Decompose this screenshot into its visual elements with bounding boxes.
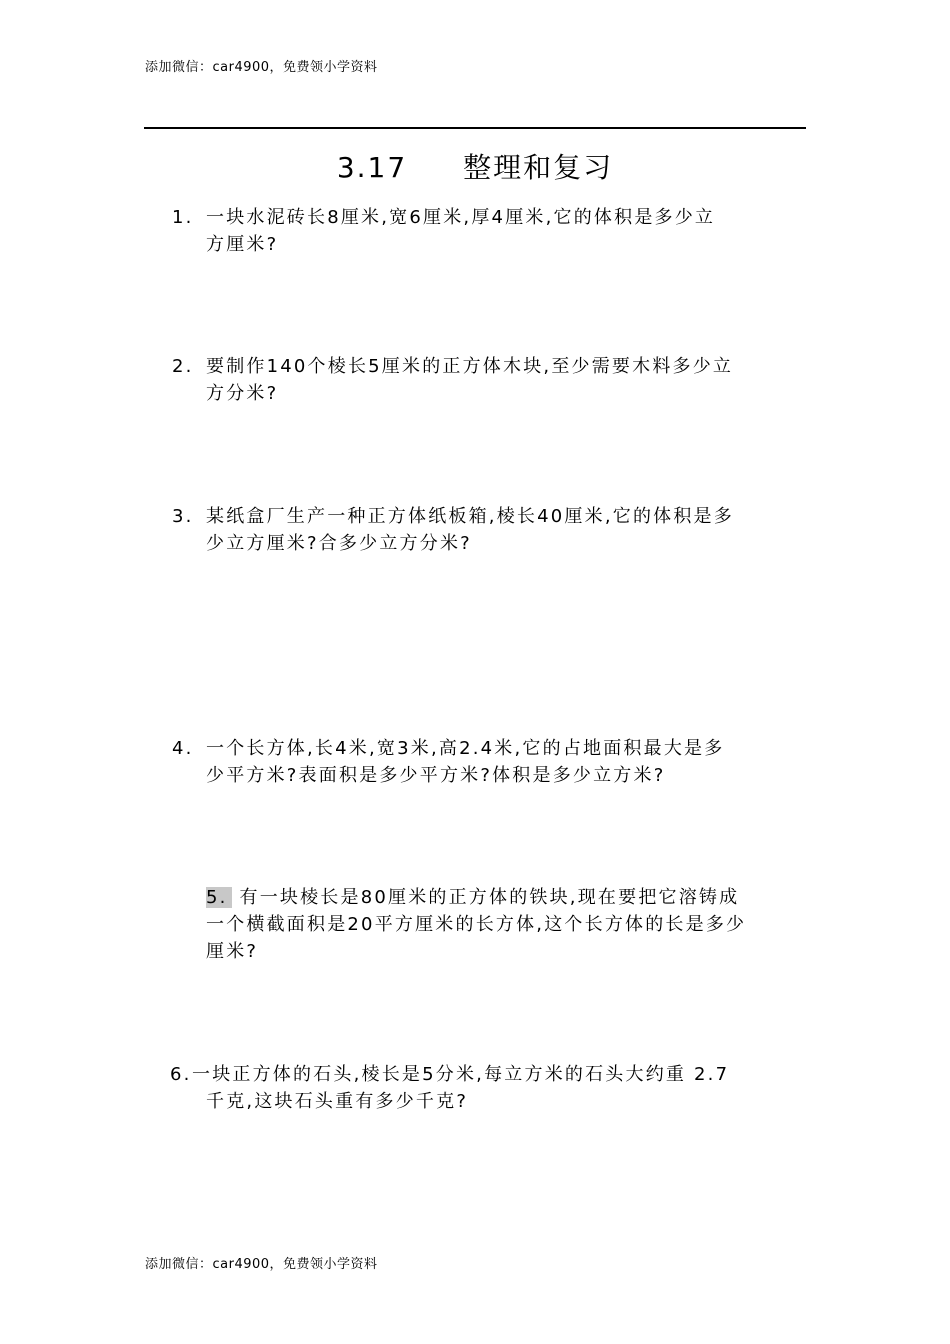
question-2 (172, 353, 812, 407)
question-text-line1: 某纸盒厂生产一种正方体纸板箱,棱长40厘米,它的体积是多 (206, 506, 734, 527)
question-number-highlight: 5. (206, 887, 232, 908)
question-6 (170, 1061, 810, 1115)
question-text-line2: 方厘米? (206, 234, 279, 255)
question-number: 6. (170, 1064, 192, 1085)
question-number: 3. (172, 506, 194, 527)
question-text-line2: 少平方米?表面积是多少平方米?体积是多少立方米? (206, 765, 666, 786)
question-text-line2: 少立方厘米?合多少立方分米? (206, 533, 472, 554)
question-text-line3: 厘米? (206, 941, 259, 962)
question-1 (172, 204, 812, 258)
question-text-line1: 一块正方体的石头,棱长是5分米,每立方米的石头大约重 2.7 (192, 1064, 730, 1085)
title-number: 3.17 (336, 151, 408, 184)
question-3 (172, 503, 812, 557)
question-number: 1. (172, 207, 194, 228)
header-divider (144, 127, 806, 129)
question-text-line1: 要制作140个棱长5厘米的正方体木块,至少需要木料多少立 (206, 356, 734, 377)
question-number: 2. (172, 356, 194, 377)
title-text: 整理和复习 (463, 151, 614, 184)
page-title (0, 146, 950, 186)
question-text-line1: 有一块棱长是80厘米的正方体的铁块,现在要把它溶铸成 (239, 887, 740, 908)
question-text-line2: 千克,这块石头重有多少千克? (206, 1091, 469, 1112)
footer-watermark-note: 添加微信：car4900，免费领小学资料 (145, 1257, 378, 1272)
question-text-line1: 一个长方体,长4米,宽3米,高2.4米,它的占地面积最大是多 (206, 738, 725, 759)
header-watermark-note: 添加微信：car4900，免费领小学资料 (145, 60, 378, 75)
question-text-line2: 方分米? (206, 383, 279, 404)
question-text-line1: 一块水泥砖长8厘米,宽6厘米,厚4厘米,它的体积是多少立 (206, 207, 716, 228)
question-4 (172, 735, 812, 789)
question-text-line2: 一个横截面积是20平方厘米的长方体,这个长方体的长是多少 (206, 914, 747, 935)
question-number: 4. (172, 738, 194, 759)
question-5 (206, 884, 816, 965)
